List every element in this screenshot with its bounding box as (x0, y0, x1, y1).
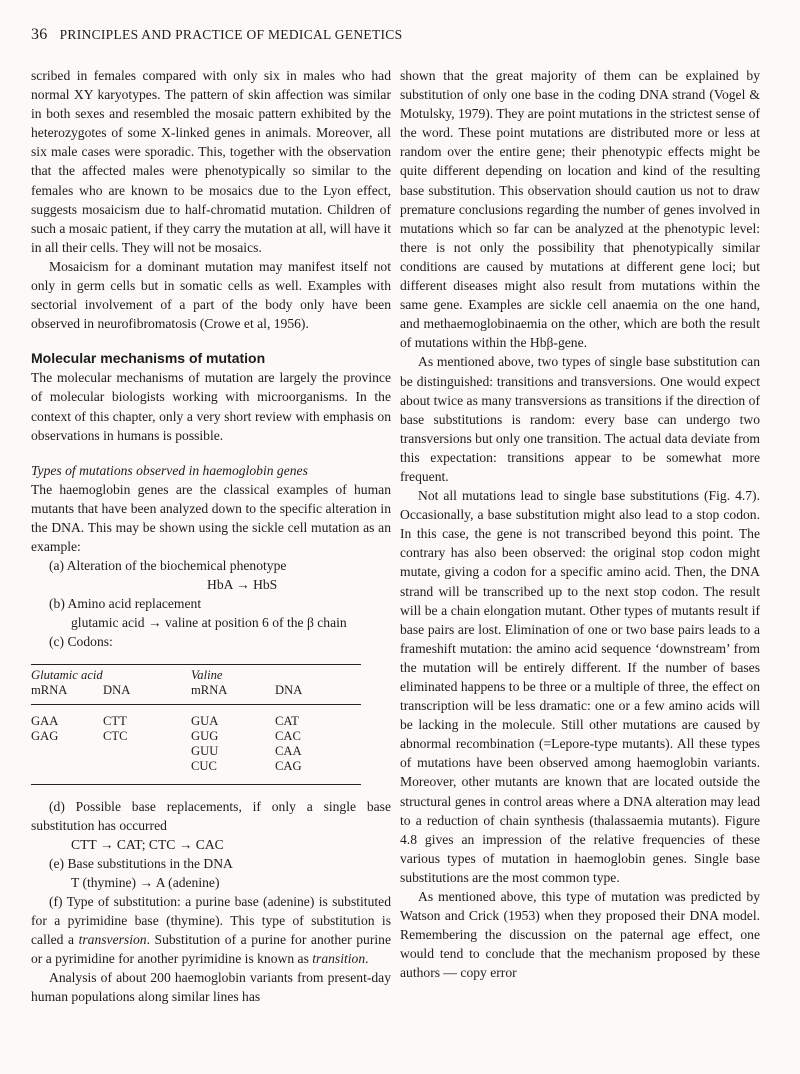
table-cell (31, 744, 103, 759)
paragraph: Analysis of about 200 haemoglobin variants from present-day human populations along similar lines has (31, 970, 391, 1005)
paragraph: The haemoglobin genes are the classical examples of human mutants that have been analyzed down to the specific alteration in the DNA. This may be shown using the sickle cell mutation as an example: (31, 481, 391, 554)
table-cell: GAG (31, 728, 59, 743)
table-group-header: Valine (191, 664, 275, 683)
subsection-heading: Types of mutations observed in haemoglobin genes (31, 462, 308, 478)
equation-e: T (thymine) → A (adenine) (71, 874, 220, 890)
table-cell: CUC (191, 759, 275, 785)
table-cell (103, 744, 191, 759)
paragraph: scribed in females compared with only six in males who had normal XY karyotypes. The pattern of skin affection was similar in both sexes and resembled the mosaic pattern exhibited by the heterozygotes of some X-linked genes in animals. Moreover, all six male cases were sporadic. This, together with the observation that the affected males were phenotypically so similar to the females who are known to be mosaics due to the Lyon effect, suggests mosaicism due to half-chromatid mutation. Children of such a mosaic patient, if they carry the mutation at all, will have it in all their cells. They will not be mosaics. (31, 68, 391, 255)
table-cell: CAC (275, 728, 301, 743)
table-header: mRNA (31, 683, 103, 705)
paragraph: As mentioned above, two types of single base substitution can be distinguished: transitions and transversions. One would expect about twice as many transversions as transitions if the direction of base substitutions is random: every base can undergo two transversions but only one transition. The actual data deviate from this expectation: transitions appear to be somewhat more frequent. (400, 354, 760, 484)
paragraph: Mosaicism for a dominant mutation may manifest itself not only in germ cells but in somatic cells as well. Examples with sectorial involvement of a part of the body only have been observed in neurofibromatosis (Crowe et al, 1956). (31, 258, 391, 332)
table-row (31, 744, 361, 759)
table-cell (103, 759, 191, 785)
equation-b: glutamic acid → valine at position 6 of the β chain (71, 615, 347, 631)
table-group-header (103, 664, 191, 683)
paragraph: Not all mutations lead to single base substitutions (Fig. 4.7). Occasionally, a base substitution might also lead to a stop codon. In this case, the gene is not transcribed beyond this point. The contrary has also been observed: the original stop codon might mutate, giving a codon for a specific amino acid. Then, the DNA strand will be transcribed up to the next stop codon. The result will be a chain elongation mutant. Other types of mutants result if base pairs are lost. Elimination of one or two base pairs leads to a frameshift mutation: the amino acid sequence ‘downstream’ from the mutation will be entirely different. If the number of bases eliminated happens to be three or a multiple of three, the effect on transcription will be less dramatic: one or a few amino acids will be lacking in the molecule. Still other mutations are caused by abnormal recombination (=Lepore-type mutants). All these types of mutations have been observed among haemoglobin variants. Moreover, other mutants are known that are located outside the structural genes in control areas where a DNA alteration may lead to a reduction of chain synthesis (thalassaemia mutants). Figure 4.8 gives an impression of the relative frequencies of these various types of mutation in haemoglobin genes. Single base substitutions are the most common type. (400, 488, 760, 885)
list-item-f (31, 892, 391, 968)
table-group-header: Glutamic acid (31, 664, 103, 683)
equation-d: CTT → CAT; CTC → CAC (71, 836, 224, 852)
running-header (31, 26, 771, 44)
text-run: (f) Type of substitution: a purine base (adenine) is substituted for a pyrimidine base (thymine). This type of substitution is called a (31, 894, 391, 948)
table-cell: GUG (191, 728, 219, 743)
table-cell (31, 759, 103, 785)
list-item-b: (b) Amino acid replacement (49, 596, 202, 612)
paragraph: shown that the great majority of them can be explained by substitution of only one base in the coding DNA strand (Vogel & Motulsky, 1979). They are point mutations in the strictest sense of the word. These point mutations are distributed more or less at random over the entire gene; their phenotypic effects might be quite different depending on location and kind of the resulting base substitution. This observation should caution us not to draw premature conclusions regarding the number of genes involved in mutations which so far can be analyzed at the phenotypic level: there is not only the possibility that phenotypically similar conditions are caused by mutations at different gene loci; but different diseases might also result from mutations within the same gene. Examples are sickle cell anaemia on the one hand, and methaemoglobinaemia on the other, which are both the result of mutations within the Hbβ-gene. (400, 68, 760, 351)
paragraph: As mentioned above, this type of mutation was predicted by Watson and Crick (1953) when they proposed their DNA model. Remembering the discussion on the paternal age effect, one would tend to conclude that the mechanism proposed by these authors — copy error (400, 889, 760, 981)
list-item-a: (a) Alteration of the biochemical phenotype (49, 558, 287, 574)
term-transversion: transversion (78, 932, 147, 948)
text-run: . (365, 951, 369, 967)
table-cell: GUU (191, 743, 219, 758)
equation-a: HbA → HbS (207, 577, 278, 593)
table-group-header-row (31, 664, 361, 683)
table-header: DNA (103, 683, 191, 705)
table-group-header (275, 664, 361, 683)
table-cell: GAA (31, 713, 59, 728)
section-heading: Molecular mechanisms of mutation (31, 350, 266, 367)
table-header: mRNA (191, 683, 275, 705)
table-cell: CTC (103, 728, 128, 743)
text-run: . Substitution of a purine for another purine or a pyrimidine for another pyrimidine is known as (31, 932, 391, 967)
page-number: 36 (31, 26, 48, 43)
table-row (31, 729, 361, 744)
table-header: DNA (275, 683, 361, 705)
table-cell: CAA (275, 743, 302, 758)
table-cell: CAT (275, 713, 299, 728)
right-column (400, 66, 760, 983)
left-column (31, 66, 391, 1007)
table-row (31, 759, 361, 785)
table-cell: CAG (275, 759, 361, 785)
codon-table (31, 664, 361, 785)
term-transition: transition (312, 951, 366, 967)
table-cell: CTT (103, 713, 127, 728)
table-header-row (31, 683, 361, 705)
paragraph: The molecular mechanisms of mutation are largely the province of molecular biologists working with microorganisms. In the context of this chapter, only a very short review with emphasis on observations in humans is possible. (31, 370, 391, 443)
list-item-e: (e) Base substitutions in the DNA (49, 855, 233, 871)
list-item-d: (d) Possible base replacements, if only a single base substitution has occurred (31, 798, 391, 833)
table-cell: GUA (191, 713, 219, 728)
list-item-c: (c) Codons: (49, 634, 113, 650)
table-row (31, 704, 361, 729)
running-title: PRINCIPLES AND PRACTICE OF MEDICAL GENETICS (59, 27, 403, 42)
